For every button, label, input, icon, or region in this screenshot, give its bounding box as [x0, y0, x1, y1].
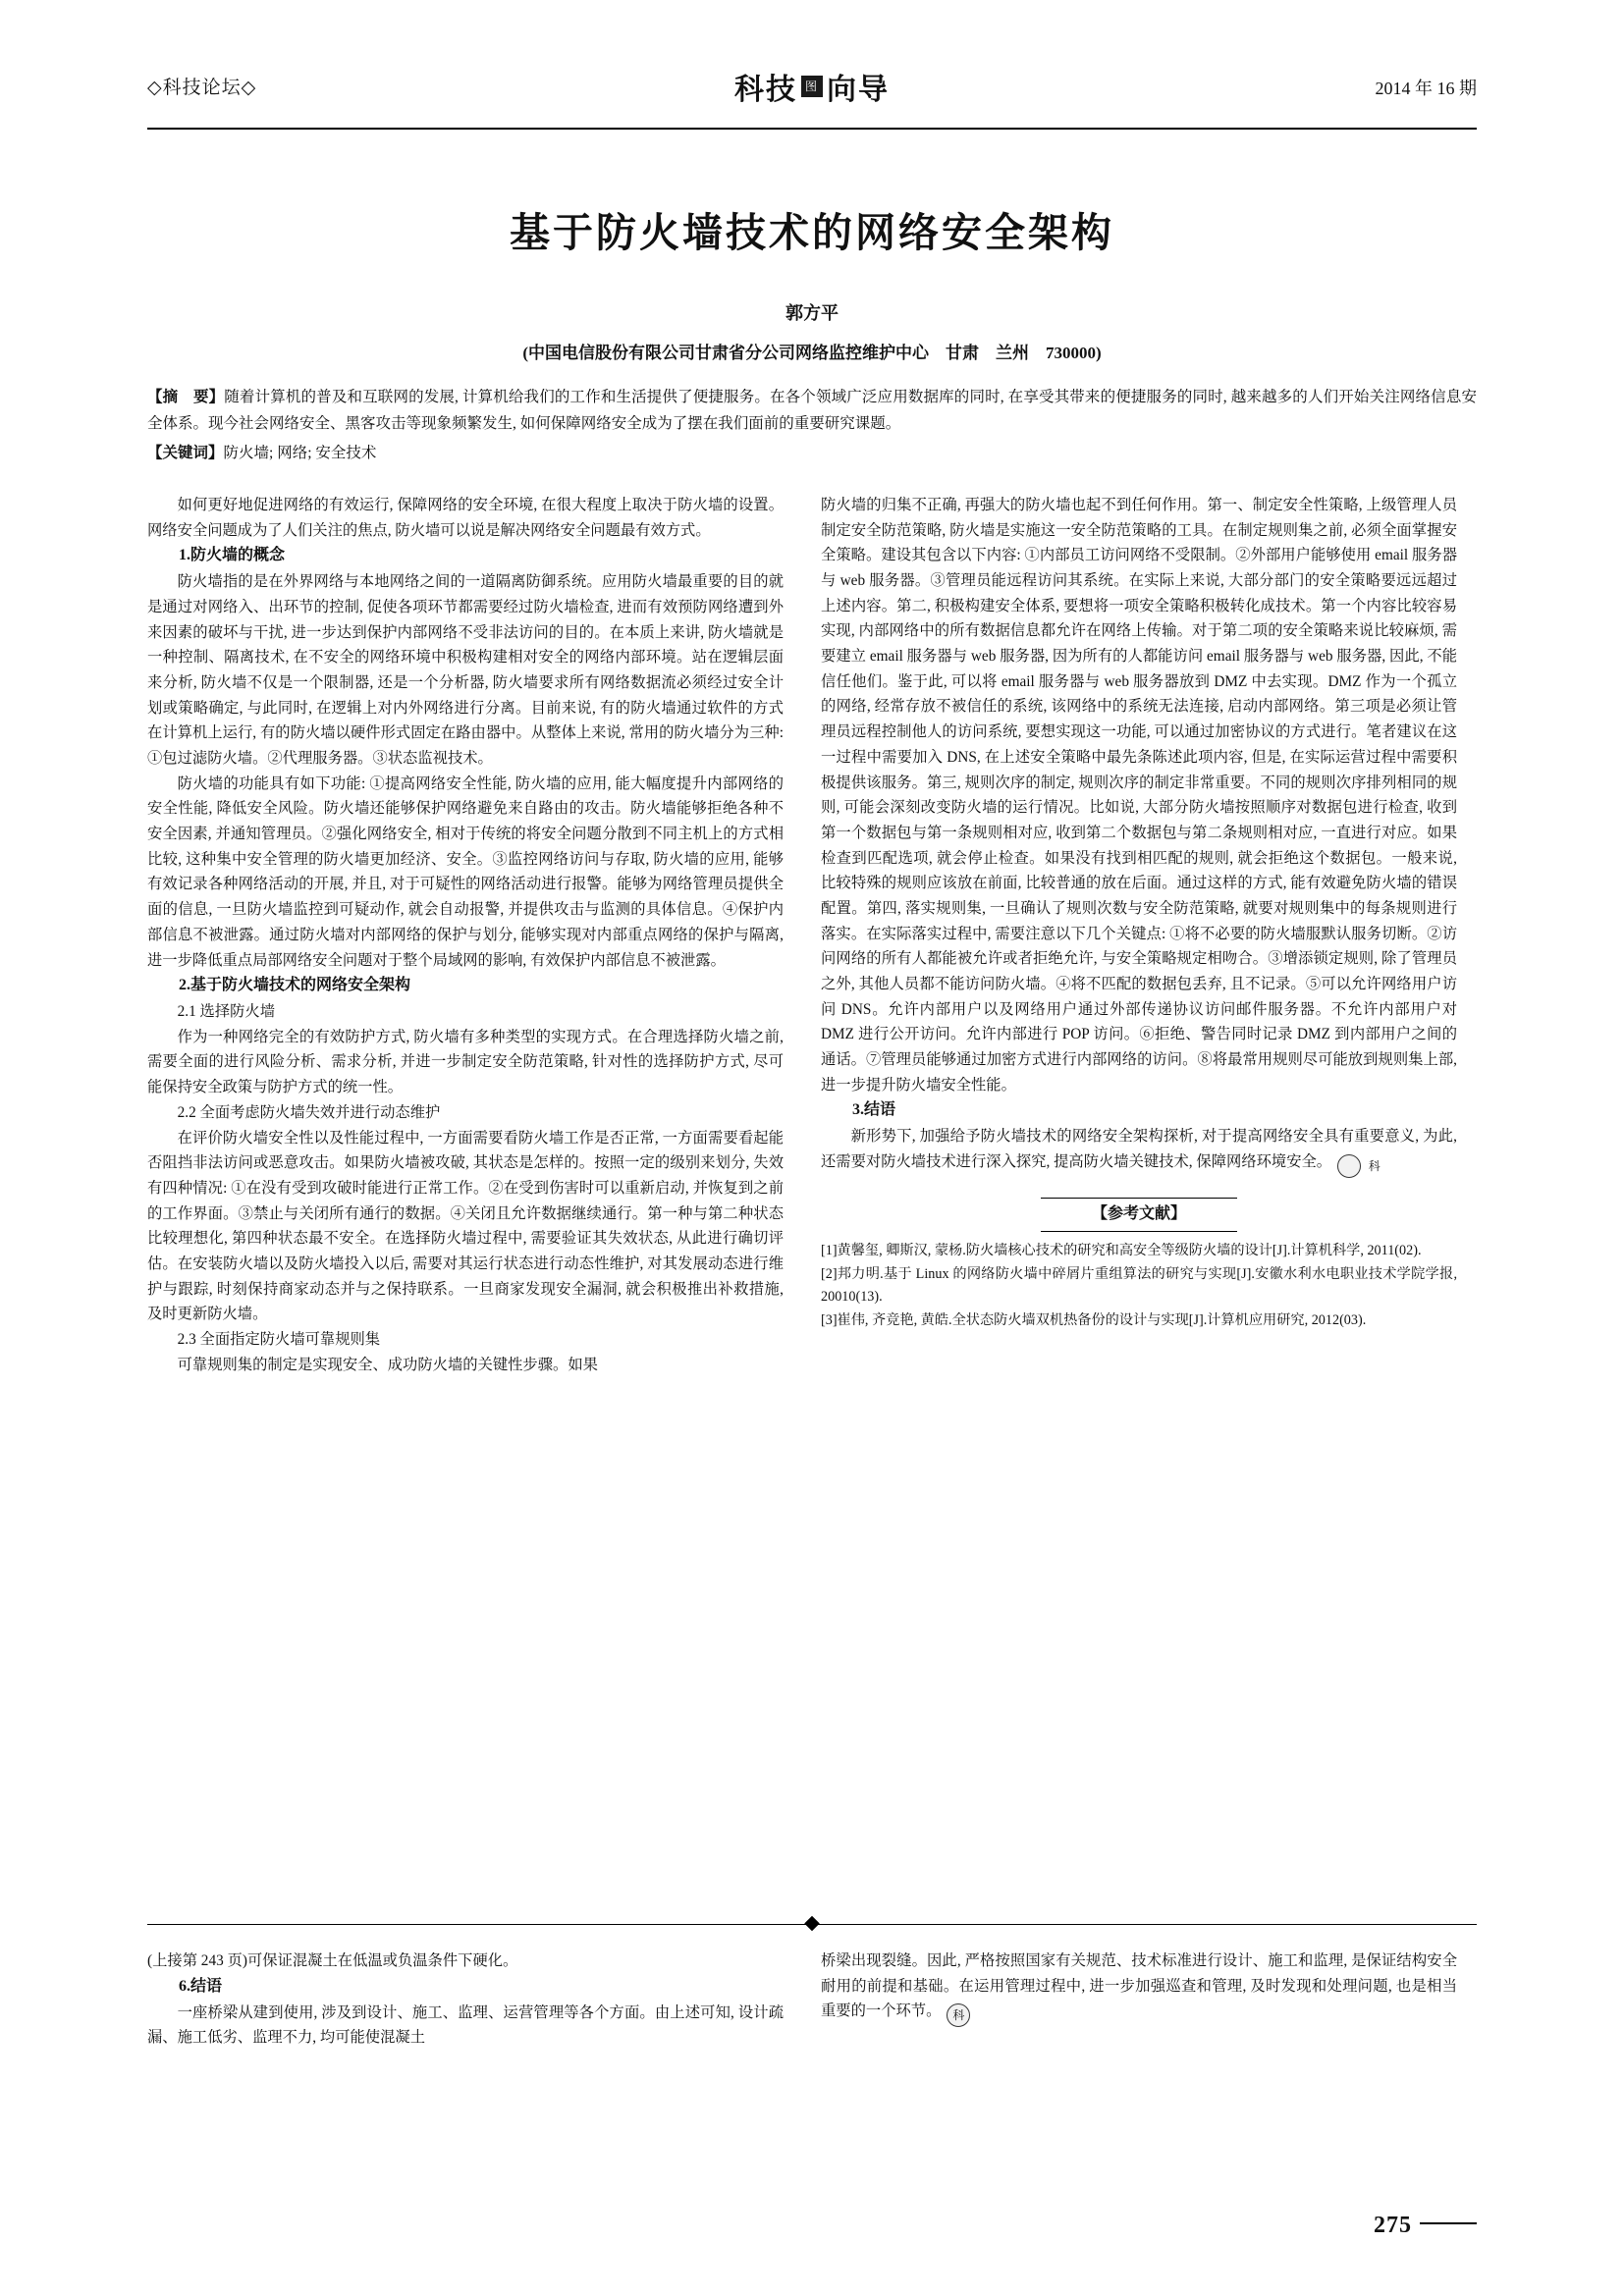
journal-logo-icon: 图 [801, 76, 823, 97]
abstract-text: 随着计算机的普及和互联网的发展, 计算机给我们的工作和生活提供了便捷服务。在各个领域广泛应用数据库的同时, 在享受其带来的便捷服务的同时, 越来越多的人们开始关注网络信息安全体系。现今社会网络安全、黑客攻击等现象频繁发生, 如何保障网络安全成为了摆在我们面前的重要研究课题。 [147, 389, 1477, 432]
body-column-left [147, 493, 784, 1504]
continuation-lead-paragraph [147, 1949, 784, 1974]
folio-rule [1420, 2222, 1477, 2224]
body-left-heading: 1.防火墙的概念 [179, 547, 286, 564]
end-mark-icon: 科 [947, 2003, 970, 2027]
body-left-paragraph: 防火墙指的是在外界网络与本地网络之间的一道隔离防御系统。应用防火墙最重要的目的就是通过对网络入、出环节的控制, 促使各项环节都需要经过防火墙检查, 进而有效预防网络遭到外来因素的破坏与干扰, 进一步达到保护内部网络不受非法访问的目的。在本质上来讲, 防火墙就是一种控制、隔离技术, 在不安全的网络环境中积极构建相对安全的网络内部环境。站在逻辑层面来分析, 防火墙不仅是一个限制器, 还是一个分析器, 防火墙要求所有网络数据流必须经过安全计划或策略确定, 与此同时, 在逻辑上对内外网络进行分离。目前来说, 有的防火墙通过软件的方式在计算机上运行, 有的防火墙以硬件形式固定在路由器中。从整体上来说, 常用的防火墙分为三种: ①包过滤防火墙。②代理服务器。③状态监视技术。 [147, 573, 784, 768]
continued-from-label: (上接第 243 页) [147, 1952, 247, 1969]
references-list [821, 1240, 1457, 1332]
body-left-paragraph: 在评价防火墙安全性以及性能过程中, 一方面需要看防火墙工作是否正常, 一方面需要看起能否阻挡非法访问或恶意攻击。如果防火墙被攻破, 其状态是怎样的。按照一定的级别来划分, 失效有四种情况: ①在没有受到攻破时能进行正常工作。②在受到伤害时可以重新启动, 并恢复到之前的工作界面。③禁止与关闭所有通行的数据。④关闭且允许数据继续通行。第一种与第二种状态比较理想化, 第四种状态最不安全。在选择防火墙过程中, 需要验证其失效状态, 从此进行确切评估。在安装防火墙以及防火墙投入以后, 需要对其运行状态进行动态性维护, 对其发展动态进行维护与跟踪, 时刻保持商家动态并与之保持联系。一旦商家发现安全漏洞, 就会积极推出补救措施, 及时更新防火墙。 [147, 1129, 784, 1323]
references-heading: 【参考文献】 [1041, 1198, 1237, 1232]
reference-item: [2]邦力明.基于 Linux 的网络防火墙中碎屑片重组算法的研究与实现[J].安徽水利水电职业技术学院学报, 20010(13). [821, 1265, 1457, 1305]
continuation-paragraph-right [821, 1949, 1457, 2027]
body-right-paragraph: 新形势下, 加强给予防火墙技术的网络安全架构探析, 对于提高网络安全具有重要意义, 为此, 还需要对防火墙技术进行深入探究, 提高防火墙关键技术, 保障网络环境安全。 科 [821, 1124, 1457, 1178]
abstract-block [147, 385, 1477, 437]
article-author: 郭方平 [785, 303, 839, 323]
reference-item: [3]崔伟, 齐竞艳, 黄皓.全状态防火墙双机热备份的设计与实现[J].计算机应用研究, 2012(03). [821, 1311, 1367, 1328]
abstract-label: 【摘 要】 [147, 389, 225, 405]
article-body [147, 493, 1477, 1504]
continuation-article [147, 1949, 1477, 2051]
page-number [1374, 2213, 1477, 2239]
section-divider [147, 1924, 1477, 1925]
keywords-block [147, 441, 1477, 467]
body-left-paragraph: 如何更好地促进网络的有效运行, 保障网络的安全环境, 在很大程度上取决于防火墙的设置。网络安全问题成为了人们关注的焦点, 防火墙可以说是解决网络安全问题最有效方式。 [147, 496, 784, 539]
divider-diamond-icon [804, 1916, 820, 1932]
body-left-subheading: 2.2 全面考虑防火墙失效并进行动态维护 [177, 1103, 441, 1121]
page-header [147, 59, 1477, 130]
body-left-subheading: 2.3 全面指定防火墙可靠规则集 [177, 1331, 381, 1349]
reference-item: [1]黄馨玺, 卿斯汉, 蒙杨.防火墙核心技术的研究和高安全等级防火墙的设计[J].计算机科学, 2011(02). [821, 1242, 1422, 1258]
journal-name-part1: 科技 [734, 74, 797, 106]
body-left-paragraph: 作为一种网络完全的有效防护方式, 防火墙有多种类型的实现方式。在合理选择防火墙之前, 需要全面的进行风险分析、需求分析, 并进一步制定安全防范策略, 针对性的选择防护方式, 尽可能保持安全政策与防护方式的统一性。 [147, 1028, 784, 1096]
body-right-paragraph: 防火墙的归集不正确, 再强大的防火墙也起不到任何作用。第一、制定安全性策略, 上级管理人员制定安全防范策略, 防火墙是实施这一安全防范策略的工具。在制定规则集之前, 必须全面掌握安全策略。建设其包含以下内容: ①内部员工访问网络不受限制。②外部用户能够使用 email 服务器与 web 服务器。③管理员能远程访问其系统。在实际上来说, 大部分部门的安全策略要远远超过上述内容。第二, 积极构建安全体系, 要想将一项安全策略积极转化成技术。第一个内容比较容易实现, 内部网络中的所有数据信息都允许在网络上传输。对于第二项的安全策略来说比较麻烦, 需要建立 email 服务器与 web 服务器, 因为所有的人都能访问 email 服务器与 web 服务器, 因此, 不能信任他们。鉴于此, 可以将 email 服务器与 web 服务器放到 DMZ 中去实现。DMZ 作为一个孤立的网络, 经常存放不被信任的系统, 该网络中的系统无法连接, 启动内部网络。第三项是必须让管理员远程控制他人的访问系统, 要想实现这一功能, 可以通过加密协议的方式进行。笔者建议在这一过程中需要加入 DNS, 在上述安全策略中最先条陈述此项内容, 但是, 在实际运营过程中需要积极提供该服务。第三, 规则次序的制定, 规则次序的制定非常重要。不同的规则次序排列相同的规则, 可能会深刻改变防火墙的运行情况。比如说, 大部分防火墙按照顺序对数据包进行检查, 收到第一个数据包与第一条规则相对应, 收到第二个数据包与第二条规则相对应, 一直进行对应。如果检查到匹配选项, 就会停止检查。如果没有找到相匹配的规则, 就会拒绝这个数据包。一般来说, 比较特殊的规则应该放在前面, 比较普通的放在后面。通过这样的方式, 能有效避免防火墙的错误配置。第四, 落实规则集, 一旦确认了规则次数与安全防范策略, 就要对规则集中的每条规则进行落实。在实际落实过程中, 需要注意以下几个关键点: ①将不必要的防火墙服默认服务切断。②访问网络的所有人都能被允许或者拒绝允许, 与安全策略规定相吻合。③增添锁定规则, 除了管理员之外, 其他人员都不能访问防火墙。④将不匹配的数据包丢弃, 且不记录。⑤可以允许网络用户访问 DNS。允许内部用户以及网络用户通过外部传递协议访问邮件服务器。不允许内部用户对 DMZ 进行公开访问。允许内部进行 POP 访问。⑥拒绝、警告同时记录 DMZ 到内部用户之间的通话。⑦管理员能够通过加密方式进行内部网络的访问。⑧将最常用规则尽可能放到规则集上部, 进一步提升防火墙安全性能。 [821, 496, 1457, 1094]
journal-masthead [734, 65, 890, 108]
author-affiliation: (中国电信股份有限公司甘肃省分公司网络监控维护中心 甘肃 兰州 730000) [522, 344, 1102, 362]
continuation-paragraph: 一座桥梁从建到使用, 涉及到设计、施工、监理、运营管理等各个方面。由上述可知, 设计疏漏、施工低劣、监理不力, 均可能使混凝土 [147, 2003, 784, 2047]
body-column-right [821, 493, 1457, 1504]
header-section-label: ◇科技论坛◇ [147, 78, 257, 98]
article-title: 基于防火墙技术的网络安全架构 [510, 210, 1114, 255]
keywords-text: 防火墙; 网络; 安全技术 [223, 445, 377, 462]
continuation-first-text: 可保证混凝土在低温或负温条件下硬化。 [246, 1952, 518, 1969]
continuation-right-text: 桥梁出现裂缝。因此, 严格按照国家有关规范、技术标准进行设计、施工和监理, 是保证结构安全耐用的前提和基础。在运用管理过程中, 进一步加强巡查和管理, 及时发现和处理问题, 也是相当重要的一个环节。 [821, 1952, 1457, 2020]
end-mark-icon: 科 [1337, 1154, 1361, 1178]
continuation-column-right [821, 1949, 1457, 2051]
body-left-subheading: 2.1 选择防火墙 [177, 1003, 276, 1021]
continuation-heading: 6.结语 [179, 1977, 223, 1995]
body-right-heading: 3.结语 [852, 1101, 896, 1119]
body-left-paragraph: 可靠规则集的制定是实现安全、成功防火墙的关键性步骤。如果 [177, 1356, 598, 1373]
journal-name-part2: 向导 [827, 74, 890, 106]
body-left-paragraph: 防火墙的功能具有如下功能: ①提高网络安全性能, 防火墙的应用, 能大幅度提升内部网络的安全性能, 降低安全风险。防火墙还能够保护网络避免来自路由的攻击。防火墙能够拒绝各种不安全因素, 并通知管理员。②强化网络安全, 相对于传统的将安全问题分散到不同主机上的方式相比较, 这种集中安全管理的防火墙更加经济、安全。③监控网络访问与存取, 防火墙的应用, 能够有效记录各种网络活动的开展, 并且, 对于可疑性的网络活动进行报警。能够为网络管理员提供全面的信息, 一旦防火墙监控到可疑动作, 就会自动报警, 并提供攻击与监测的具体信息。④保护内部信息不被泄露。通过防火墙对内部网络的保护与划分, 能够实现对内部重点网络的保护与隔离, 进一步降低重点局部网络安全问题对于整个局域网的影响, 有效保护内部信息不被泄露。 [147, 774, 784, 969]
issue-label: 2014 年 16 期 [1375, 79, 1477, 98]
page-number-value: 275 [1374, 2213, 1412, 2238]
keywords-label: 【关键词】 [147, 445, 224, 462]
continuation-column-left [147, 1949, 784, 2051]
body-left-heading: 2.基于防火墙技术的网络安全架构 [179, 977, 411, 994]
